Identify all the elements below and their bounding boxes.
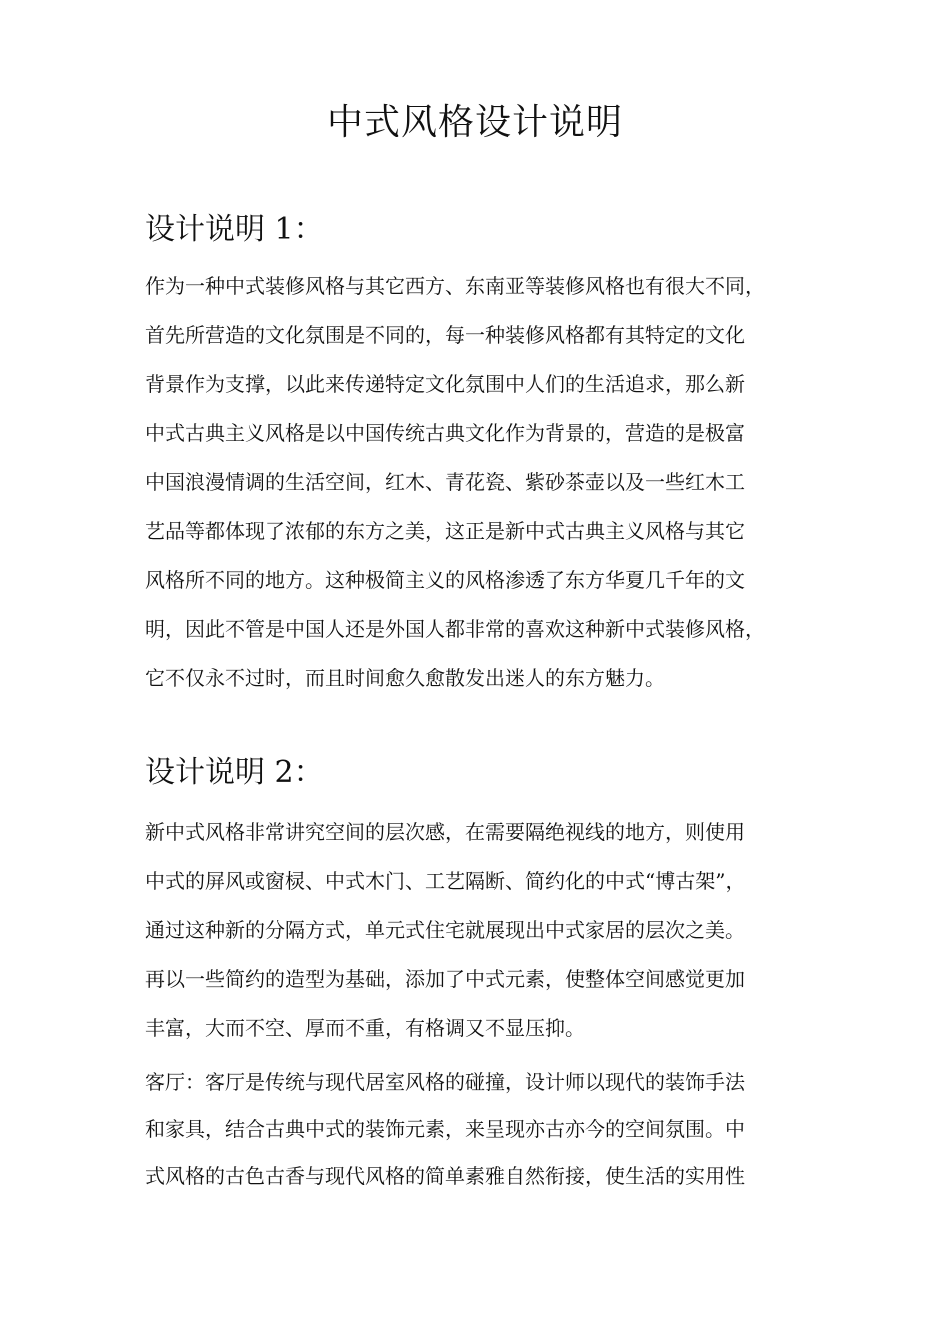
- paragraph-line: 背景作为支撑，以此来传递特定文化氛围中人们的生活追求，那么新: [145, 372, 745, 396]
- paragraph-line: 首先所营造的文化氛围是不同的，每一种装修风格都有其特定的文化: [145, 323, 745, 347]
- paragraph-line: 新中式风格非常讲究空间的层次感，在需要隔绝视线的地方，则使用: [145, 820, 745, 844]
- paragraph-line: 式风格的古色古香与现代风格的简单素雅自然衔接，使生活的实用性: [145, 1164, 745, 1188]
- section-1-paragraph: [145, 262, 817, 703]
- paragraph-line: 风格所不同的地方。这种极简主义的风格渗透了东方华夏几千年的文: [145, 568, 745, 592]
- paragraph-line: 丰富，大而不空、厚而不重，有格调又不显压抑。: [145, 1016, 585, 1040]
- paragraph-line: 它不仅永不过时，而且时间愈久愈散发出迷人的东方魅力。: [145, 666, 665, 690]
- section-heading-1: 设计说明 1：: [145, 212, 324, 247]
- paragraph-line: 作为一种中式装修风格与其它西方、东南亚等装修风格也有很大不同，: [145, 274, 765, 298]
- paragraph-line: 和家具，结合古典中式的装饰元素，来呈现亦古亦今的空间氛围。中: [145, 1117, 745, 1141]
- paragraph-line: 明，因此不管是中国人还是外国人都非常的喜欢这种新中式装修风格，: [145, 617, 765, 641]
- paragraph-line: 通过这种新的分隔方式，单元式住宅就展现出中式家居的层次之美。: [145, 918, 745, 942]
- section-2-paragraph-1: [145, 808, 817, 1053]
- document-title: 中式风格设计说明: [326, 102, 623, 143]
- paragraph-line: 客厅：客厅是传统与现代居室风格的碰撞，设计师以现代的装饰手法: [145, 1070, 745, 1094]
- section-heading-2: 设计说明 2：: [145, 755, 324, 790]
- paragraph-line: 中式的屏风或窗棂、中式木门、工艺隔断、简约化的中式“博古架”，: [145, 869, 746, 893]
- section-2-paragraph-2: [145, 1059, 817, 1200]
- paragraph-line: 再以一些简约的造型为基础，添加了中式元素，使整体空间感觉更加: [145, 967, 745, 991]
- paragraph-line: 中国浪漫情调的生活空间，红木、青花瓷、紫砂茶壶以及一些红木工: [145, 470, 745, 494]
- paragraph-line: 中式古典主义风格是以中国传统古典文化作为背景的，营造的是极富: [145, 421, 745, 445]
- paragraph-line: 艺品等都体现了浓郁的东方之美，这正是新中式古典主义风格与其它: [145, 519, 745, 543]
